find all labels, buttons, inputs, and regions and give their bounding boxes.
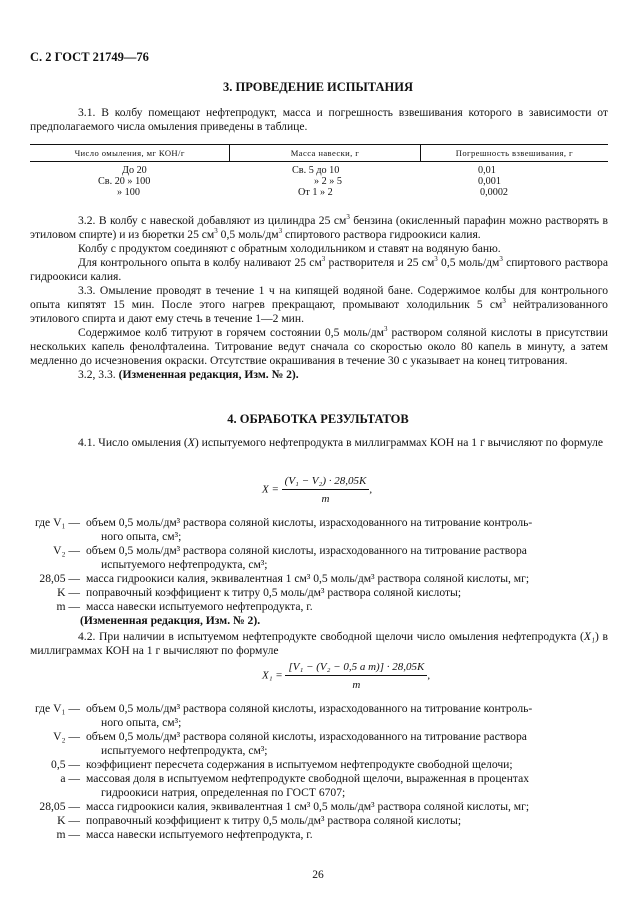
table-body [30, 162, 608, 204]
formula-saponification-number: X = $\frac{\text{(V₁ − V₂) · 28,05K}}{m}$ , [262, 475, 373, 505]
definition-item: где V₁ — объем 0,5 моль/дм³ раствора соляной кислоты, израсходованного на титрование контроль- ного опыта, см³; [34, 516, 533, 543]
table-cell: До 20 [122, 165, 147, 176]
paragraph-4-2-text: 4.2. При наличии в испытуемом нефтепродукте свободной щелочи число омыления нефтепродукта (X₁) в миллиграммах КОН на 1 г вычисляют по формуле [30, 630, 609, 657]
definitions-4-1 [18, 516, 610, 628]
paragraph-4-1 [30, 436, 608, 450]
table-cell: 0,01 [478, 165, 496, 176]
definition-item: 0,5 — коэффициент пересчета содержания в испытуемом нефтепродукте свободной щелочи; [51, 758, 513, 771]
definition-item: 28,05 — масса гидроокиси калия, эквивалентная 1 см³ 0,5 моль/дм³ раствора соляной кислоты, мг; [39, 800, 530, 813]
paragraph-3-3: 3.3. Омыление проводят в течение 1 ч на кипящей водяной бане. Содержимое колбы для контрольного опыта кипятят 15 мин. После этого нагрев прекращают, промывают холодильник 5 $см^3$ нейтрализованного этилового спирта и дают ему стечь в течение 1—2 мин. [30, 284, 608, 325]
definition-item: m — масса навески испытуемого нефтепродукта, г. [56, 600, 313, 613]
table-cell: 0,0002 [480, 187, 509, 198]
formula-2-denominator: m [352, 679, 361, 691]
table-cell: » 100 [117, 187, 140, 198]
edit-note-4-1: (Измененная редакция, Изм. № 2). [80, 614, 261, 627]
running-header: С. 2 ГОСТ 21749—76 [30, 50, 149, 64]
definition-item: m — масса навески испытуемого нефтепродукта, г. [56, 828, 313, 841]
table-header [30, 145, 608, 162]
table-cell: Св. 20 » 100 [98, 176, 151, 187]
formula-1-denominator: m [321, 493, 330, 505]
paragraph-4-2 [30, 630, 608, 658]
definition-item: V₂ — объем 0,5 моль/дм³ раствора соляной кислоты, израсходованного на титрование раствора испытуемого нефтепродукта, см³; [53, 730, 527, 757]
paragraph-4-1-text: 4.1. Число омыления (X) испытуемого нефтепродукта в миллиграммах КОН на 1 г вычисляют по формуле [78, 436, 604, 449]
table-cell: 0,001 [478, 176, 501, 187]
section-3-title: 3. ПРОВЕДЕНИЕ ИСПЫТАНИЯ [223, 80, 413, 94]
definition-item: где V₁ — объем 0,5 моль/дм³ раствора соляной кислоты, израсходованного на титрование контроль- ного опыта, см³; [34, 702, 533, 729]
definition-item: K — поправочный коэффициент к титру 0,5 моль/дм³ раствора соляной кислоты; [57, 814, 462, 827]
header-weighing-error: Погрешность взвешивания, г [455, 148, 573, 158]
header-saponification-number: Число омыления, мг КОН/г [74, 148, 185, 158]
formula-saponification-number-alkali: X₁ = $\frac{\text{[V₁ − (V₂ − 0,5 a m)] · 28,05K}}{m}$ , [262, 661, 431, 691]
edit-note-3: 3.2, 3.3. (Измененная редакция, Изм. № 2). [78, 368, 299, 381]
definition-item: K — поправочный коэффициент к титру 0,5 моль/дм³ раствора соляной кислоты; [57, 586, 462, 599]
table-cell: От 1 » 2 [298, 187, 333, 198]
paragraph-3-2-text: 3.2. В колбу с навеской добавляют из цилиндра 25 $см^3$ бензина (окисленный парафин можно растворять в этиловом спирте) и из бюретки 25 $см^3$ 0,5 моль/$дм^3$ спиртового раствора гидроокиси калия. [30, 213, 608, 241]
paragraph-3-2-control: Для контрольного опыта в колбу наливают 25 $см^3$ растворителя и 25 $см^3$ 0,5 моль/$дм^3$ спиртового раствора гидроокиси калия. [30, 255, 608, 283]
section-4-title: 4. ОБРАБОТКА РЕЗУЛЬТАТОВ [227, 412, 409, 426]
paragraph-3-3-titration: Содержимое колб титруют в горячем состоянии 0,5 моль/$дм^3$ раствором соляной кислоты в присутствии нескольких капель фенолфталеина. Титрование ведут сначала со скоростью около 80 капель в минуту, а затем медленно до исчезновения окраски. Отсутствие окрашивания в течение 30 с указывает на конец титрования. [30, 325, 608, 367]
definition-item: a — массовая доля в испытуемом нефтепродукте свободной щелочи, выраженная в процентах гидроокиси натрия, определенная по ГОСТ 6707; [60, 772, 530, 799]
definition-item: V₂ — объем 0,5 моль/дм³ раствора соляной кислоты, израсходованного на титрование раствора испытуемого нефтепродукта, см³; [53, 544, 527, 571]
paragraph-3-2 [30, 214, 608, 382]
definitions-4-2 [18, 702, 610, 842]
weighing-table [30, 144, 608, 204]
table-cell: » 2 » 5 [314, 176, 343, 187]
formula-2-numerator: [V₁ − (V₂ − 0,5 a m)] · 28,05K [285, 660, 427, 676]
definition-item: 28,05 — масса гидроокиси калия, эквивалентная 1 см³ 0,5 моль/дм³ раствора соляной кислоты, мг; [39, 572, 530, 585]
paragraph-3-1 [30, 106, 608, 134]
header-sample-mass: Масса навески, г [229, 145, 420, 161]
table-cell: Св. 5 до 10 [292, 165, 340, 176]
page-number: 26 [312, 869, 324, 881]
paragraph-3-2-flask: Колбу с продуктом соединяют с обратным холодильником и ставят на водяную баню. [78, 242, 501, 255]
formula-1-numerator: (V₁ − V₂) · 28,05K [282, 474, 370, 490]
paragraph-3-1-text: 3.1. В колбу помещают нефтепродукт, масса и погрешность взвешивания которого в зависимости от предполагаемого числа омыления приведены в таблице. [30, 106, 608, 133]
